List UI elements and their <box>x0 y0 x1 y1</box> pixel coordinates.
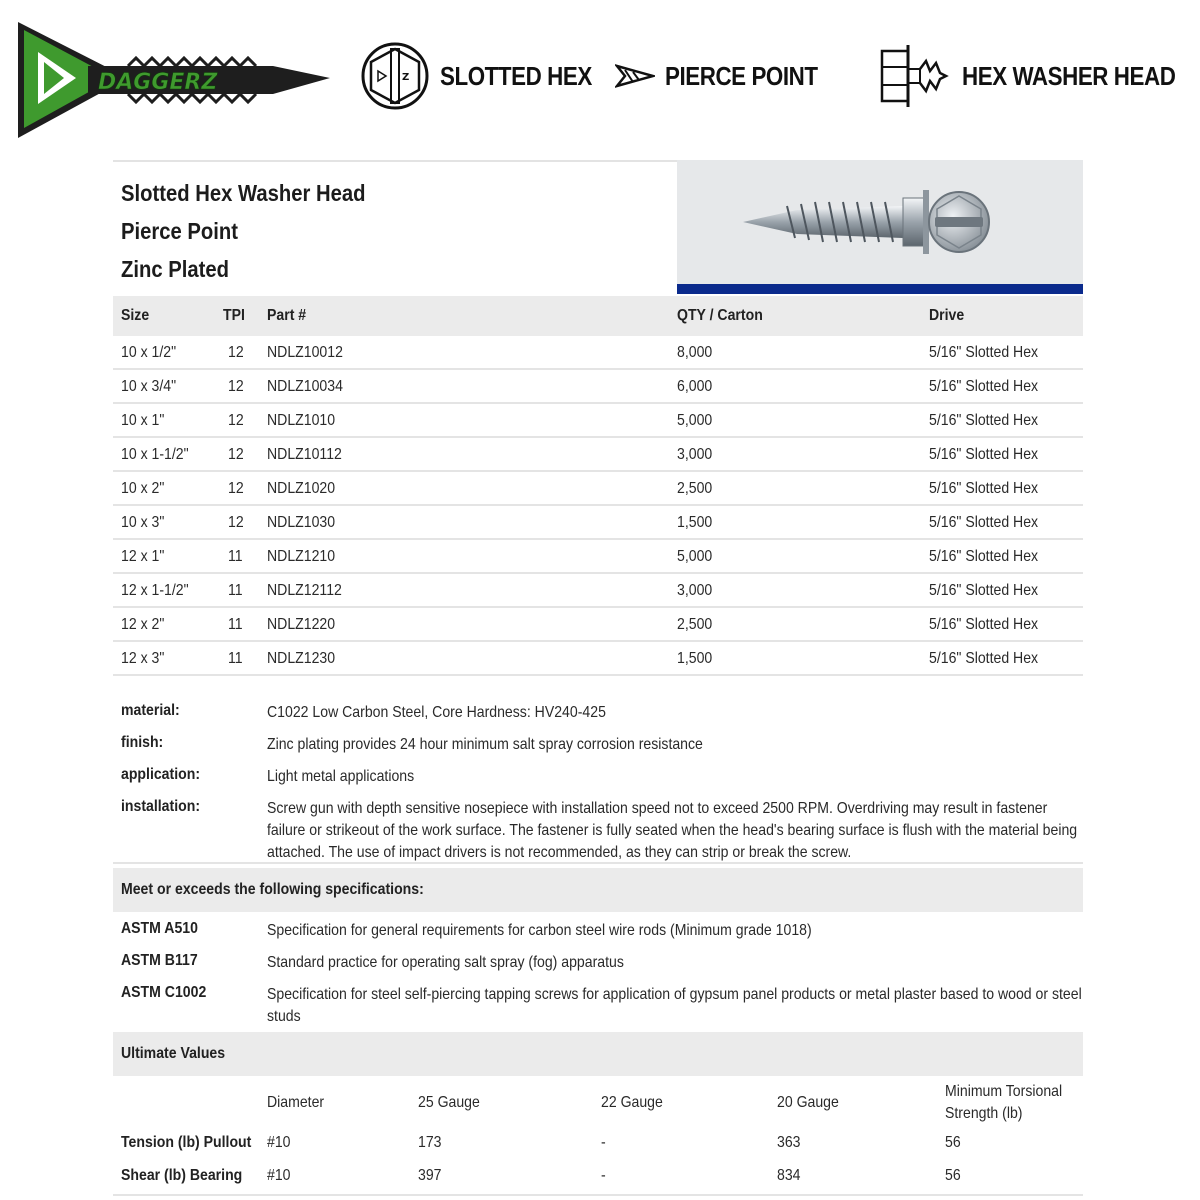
daggerz-logo <box>18 22 336 140</box>
table-cell: NDLZ10012 <box>267 344 343 361</box>
svg-text:Z: Z <box>402 72 410 83</box>
table-cell: 2,500 <box>677 616 713 633</box>
table-cell: 10 x 3/4" <box>121 378 177 395</box>
table-cell: 5/16" Slotted Hex <box>929 378 1039 395</box>
table-row <box>113 574 1083 608</box>
table-cell: NDLZ1210 <box>267 548 336 565</box>
detail-value: C1022 Low Carbon Steel, Core Hardness: HV240-425 <box>267 704 606 721</box>
table-cell: 5/16" Slotted Hex <box>929 412 1039 429</box>
table-cell: 5,000 <box>677 548 713 565</box>
detail-value: Zinc plating provides 24 hour minimum salt spray corrosion resistance <box>267 736 703 753</box>
parts-table <box>113 296 1083 676</box>
table-cell: 10 x 2" <box>121 480 165 497</box>
table-cell: 10 x 1" <box>121 412 165 429</box>
table-row <box>113 506 1083 540</box>
table-cell: 12 x 1" <box>121 548 165 565</box>
spec-code: ASTM A510 <box>121 920 198 937</box>
table-cell: 5,000 <box>677 412 713 429</box>
detail-value: Screw gun with depth sensitive nosepiece with installation speed not to exceed 2500 RPM. Overdriving may result in fastener failure or strikeout of the work surface. The fastener is fully seated when the head's bearing surface is flush with the material being attached. The use of impact drivers is not recommended, as they can strip or break the screw. <box>267 800 1078 861</box>
cell: - <box>601 1167 606 1184</box>
table-cell: 3,000 <box>677 446 713 463</box>
table-row <box>113 540 1083 574</box>
table-cell: 10 x 3" <box>121 514 165 531</box>
table-cell: NDLZ12112 <box>267 582 342 599</box>
table-cell: 3,000 <box>677 582 713 599</box>
table-cell: NDLZ1220 <box>267 616 336 633</box>
title-line: Pierce Point <box>121 218 238 244</box>
column-header: QTY / Carton <box>677 307 763 324</box>
table-cell: 5/16" Slotted Hex <box>929 582 1039 599</box>
table-cell: 5/16" Slotted Hex <box>929 514 1039 531</box>
table-row <box>113 608 1083 642</box>
column-header: Drive <box>929 307 965 324</box>
column-header: Size <box>121 307 150 324</box>
table-row <box>113 438 1083 472</box>
table-cell: 11 <box>228 616 243 633</box>
table-cell: 5/16" Slotted Hex <box>929 344 1039 361</box>
ultimate-heading: Ultimate Values <box>121 1045 226 1062</box>
table-cell: 5/16" Slotted Hex <box>929 446 1039 463</box>
badge-pierce-point <box>615 40 842 112</box>
column-header: Diameter <box>267 1094 325 1111</box>
column-header: TPI <box>223 307 245 324</box>
cell: 56 <box>945 1134 961 1151</box>
page-header <box>0 0 1200 150</box>
table-row <box>113 336 1083 370</box>
ultimate-values-table <box>113 1076 1083 1200</box>
table-cell: 5/16" Slotted Hex <box>929 480 1039 497</box>
table-cell: 5/16" Slotted Hex <box>929 616 1039 633</box>
table-cell: 12 x 2" <box>121 616 165 633</box>
cell: #10 <box>267 1134 291 1151</box>
cell: 56 <box>945 1167 961 1184</box>
badge-label: HEX WASHER HEAD <box>962 60 1176 91</box>
row-label: Shear (lb) Bearing <box>121 1167 243 1184</box>
spec-desc: Standard practice for operating salt spray (fog) apparatus <box>267 954 624 971</box>
table-header-row <box>113 296 1083 336</box>
hex-washer-head-icon <box>880 41 952 111</box>
detail-label: material: <box>121 702 180 719</box>
cell: 173 <box>418 1134 442 1151</box>
detail-label: application: <box>121 766 201 783</box>
badge-slotted-hex <box>360 40 617 112</box>
table-cell: NDLZ1230 <box>267 650 336 667</box>
table-cell: 5/16" Slotted Hex <box>929 548 1039 565</box>
table-cell: NDLZ10112 <box>267 446 342 463</box>
table-cell: 12 <box>228 344 244 361</box>
detail-label: finish: <box>121 734 164 751</box>
table-cell: 10 x 1-1/2" <box>121 446 189 463</box>
table-cell: 11 <box>228 548 243 565</box>
table-cell: 12 x 3" <box>121 650 165 667</box>
column-header: 20 Gauge <box>777 1094 839 1111</box>
table-row <box>113 370 1083 404</box>
pierce-point-icon <box>615 56 655 96</box>
column-header: Part # <box>267 307 307 324</box>
table-cell: 12 <box>228 514 244 531</box>
specs-heading-band <box>113 868 1083 912</box>
product-title <box>121 174 399 288</box>
cell: #10 <box>267 1167 291 1184</box>
column-header: 25 Gauge <box>418 1094 480 1111</box>
ultimate-heading-band <box>113 1032 1083 1076</box>
spec-code: ASTM C1002 <box>121 984 207 1001</box>
cell: 397 <box>418 1167 442 1184</box>
table-cell: 12 <box>228 446 244 463</box>
detail-value: Light metal applications <box>267 768 415 785</box>
badge-label: PIERCE POINT <box>665 60 818 91</box>
column-header: 22 Gauge <box>601 1094 663 1111</box>
table-cell: 5/16" Slotted Hex <box>929 650 1039 667</box>
divider <box>113 1194 1083 1196</box>
table-row <box>113 472 1083 506</box>
table-cell: NDLZ10034 <box>267 378 343 395</box>
row-label: Tension (lb) Pullout <box>121 1134 252 1151</box>
table-cell: 6,000 <box>677 378 713 395</box>
table-cell: 8,000 <box>677 344 713 361</box>
cell: - <box>601 1134 606 1151</box>
cell: 834 <box>777 1167 801 1184</box>
product-header <box>113 160 1083 296</box>
table-cell: 1,500 <box>677 650 713 667</box>
logo-wordmark: DAGGERZ <box>98 70 218 95</box>
spec-code: ASTM B117 <box>121 952 198 969</box>
detail-label: installation: <box>121 798 201 815</box>
column-header: Minimum Torsional Strength (lb) <box>945 1083 1063 1122</box>
product-image <box>677 160 1083 284</box>
table-cell: 12 x 1-1/2" <box>121 582 189 599</box>
specs-heading: Meet or exceeds the following specifications: <box>121 881 424 898</box>
badge-label: SLOTTED HEX <box>440 60 592 91</box>
spec-desc: Specification for general requirements for carbon steel wire rods (Minimum grade 1018) <box>267 922 812 939</box>
title-line: Zinc Plated <box>121 256 229 282</box>
table-cell: 10 x 1/2" <box>121 344 177 361</box>
table-cell: 12 <box>228 412 244 429</box>
table-cell: 12 <box>228 378 244 395</box>
slotted-hex-icon <box>360 41 430 111</box>
table-row <box>113 642 1083 676</box>
table-row <box>113 404 1083 438</box>
cell: 363 <box>777 1134 801 1151</box>
table-cell: NDLZ1030 <box>267 514 336 531</box>
accent-bar <box>677 284 1083 294</box>
table-cell: 1,500 <box>677 514 713 531</box>
spec-desc: Specification for steel self-piercing tapping screws for application of gypsum panel products or metal plaster based to wood or steel studs <box>267 986 1082 1025</box>
table-cell: 11 <box>228 582 243 599</box>
table-cell: NDLZ1020 <box>267 480 336 497</box>
divider <box>113 862 1083 864</box>
title-line: Slotted Hex Washer Head <box>121 180 366 206</box>
table-cell: 12 <box>228 480 244 497</box>
table-cell: 11 <box>228 650 243 667</box>
badge-hex-washer-head <box>880 40 1200 112</box>
table-cell: NDLZ1010 <box>267 412 336 429</box>
table-cell: 2,500 <box>677 480 713 497</box>
